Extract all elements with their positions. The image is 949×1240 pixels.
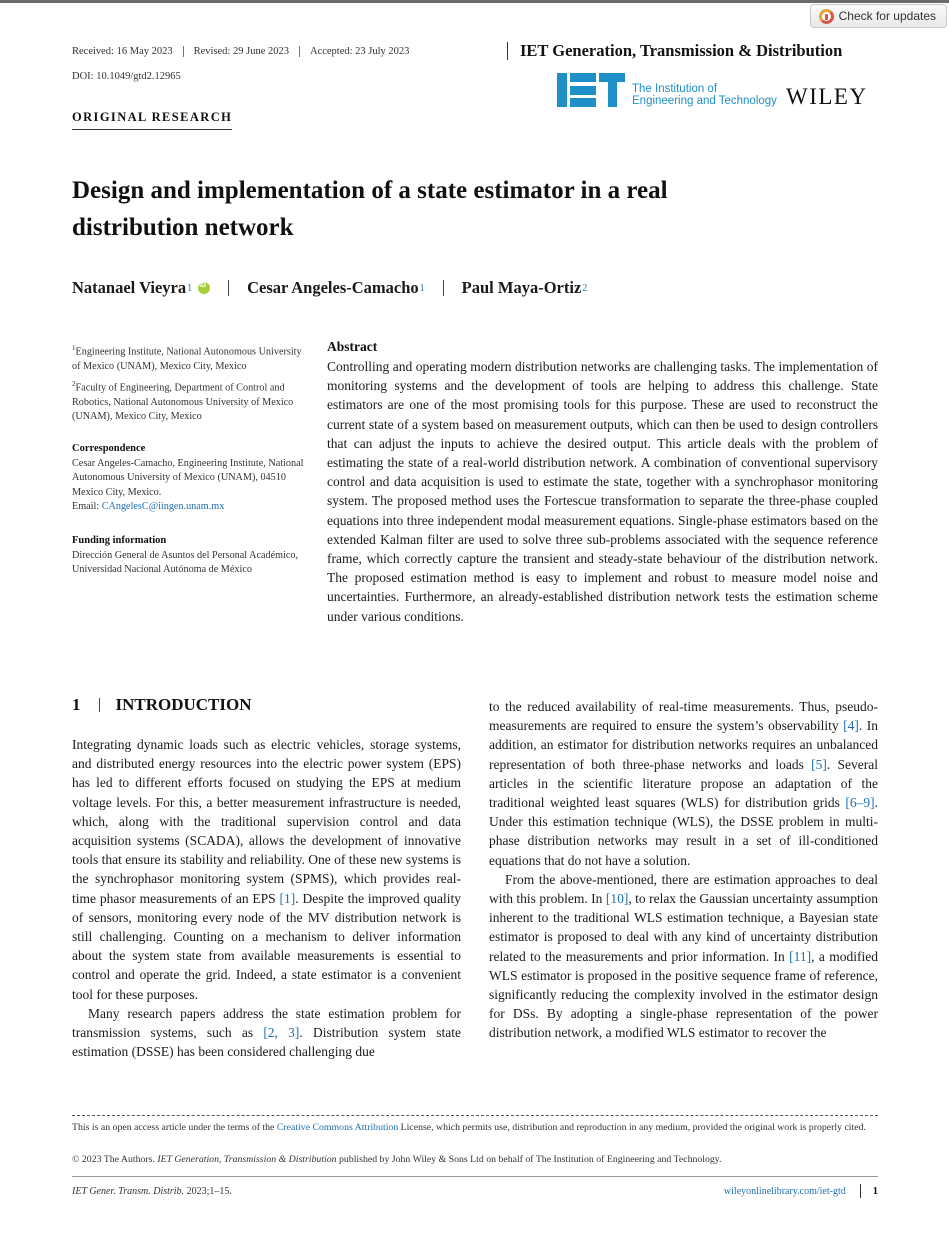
author-divider: [443, 280, 444, 296]
citation-link[interactable]: [1]: [279, 890, 296, 906]
iet-logo: [557, 73, 777, 107]
date-divider: [299, 46, 300, 57]
paragraph: From the above-mentioned, there are estimation approaches to deal with this problem. In [10], to relax the Gaussian uncertainty assumption inherent to the traditional WLS estimation technique, a Bayesian state estimator is proposed to deal with any kind of uncertainty distribution related to the measurements and prior information. In [11], a modified WLS estimator is proposed in the positive sequence frame of reference, significantly reducing the complexity involved in the estimator design for DSs. By adopting a single-phase representation of the power distribution network, a modified WLS estimator to recover the: [489, 871, 879, 1041]
funding-heading: Funding information: [72, 535, 167, 546]
author-list: [72, 278, 587, 298]
correspondence-text: Cesar Angeles-Camacho, Engineering Institute, National Autonomous University of Mexico (UNAM), 04510 Mexico City, Mexico.: [72, 457, 304, 498]
license-link[interactable]: Creative Commons Attribution: [276, 1122, 399, 1133]
doi: DOI: 10.1049/gtd2.12965: [72, 71, 181, 82]
article-type: ORIGINAL RESEARCH: [72, 110, 232, 130]
article-dates: [72, 46, 409, 57]
funding-information: [72, 534, 304, 578]
author-affiliation-sup[interactable]: 1: [187, 282, 193, 294]
revised-date: Revised: 29 June 2023: [193, 46, 289, 57]
affiliation-2: $^2$Faculty of Engineering, Department of Control and Robotics, National Autonomous University of Mexico (UNAM), Mexico City, Mexico: [72, 380, 294, 423]
license-note: This is an open access article under the terms of the Creative Commons Attribution License, which permits use, distribution and reproduction in any medium, provided the original work is properly cited.: [72, 1122, 866, 1133]
column-right: [489, 697, 878, 1043]
author-affiliation-sup[interactable]: 2: [582, 282, 588, 294]
email-link[interactable]: CAngelesC@iingen.unam.mx: [101, 501, 225, 512]
footer-rule: [72, 1176, 878, 1177]
citation-line: IET Gener. Transm. Distrib. 2023;1–15.: [72, 1186, 232, 1197]
author-name[interactable]: Paul Maya-Ortiz: [461, 278, 582, 297]
author-name[interactable]: Natanael Vieyra: [72, 278, 187, 297]
top-border: [0, 0, 949, 3]
citation-link[interactable]: [2, 3]: [263, 1025, 300, 1041]
abstract-heading: Abstract: [327, 339, 378, 354]
section-title: INTRODUCTION: [115, 695, 252, 714]
correspondence-heading: Correspondence: [72, 443, 146, 454]
abstract-text: Controlling and operating modern distribution networks are challenging tasks. The implementation of monitoring systems and the development of tools are helping to address this challenge. State estimators are one of the most promising tools for this purpose. These are used to reconstruct the current state of a system based on measurement outputs, which can then be used to design controllers that can adjust the inputs to achieve the desired output. This article deals with the problem of estimating the state of a real-world distribution network. A combination of conventional supervisory control and data acquisition is used to estimate the state, together with a synchrophasor monitoring system. The proposed method uses the Fortescue transformation to separate the three-phase coupled equations into three independent modal measurement equations. Single-phase estimators based on the extended Kalman filter are used to solve three sub-problems associated with the sequence reference frame, which correctly capture the transient and steady-state behaviour of the distribution network. The proposed estimation method is easy to implement and robust to measure model noise and uncertainties. Furthermore, an already-established distribution network tests the estimation scheme under various conditions.: [327, 359, 878, 624]
received-date: Received: 16 May 2023: [72, 46, 173, 57]
funding-text: Dirección General de Asuntos del Personal Académico, Universidad Nacional Autónoma de México: [72, 549, 299, 575]
section-heading-introduction: [72, 695, 252, 715]
footnote-divider: [72, 1115, 878, 1116]
citation-link[interactable]: [6–9]: [845, 795, 875, 811]
journal-url-link[interactable]: wileyonlinelibrary.com/iet-gtd: [723, 1185, 846, 1197]
page-footer-right: [724, 1184, 878, 1198]
journal-title-block: [507, 41, 842, 61]
crossmark-icon: [819, 9, 834, 24]
wiley-logo: WILEY: [786, 84, 868, 109]
citation-link[interactable]: [4]: [843, 718, 859, 734]
iet-logo-text: The Institution of Engineering and Technology: [632, 83, 777, 107]
date-divider: [183, 46, 184, 57]
column-left: [72, 735, 461, 1061]
check-for-updates-label: Check for updates: [838, 9, 936, 23]
paragraph: Many research papers address the state estimation problem for transmission systems, such as [2, 3]. Distribution system state estimation (DSSE) has been considered challenging due: [72, 1005, 461, 1060]
accepted-date: Accepted: 23 July 2023: [309, 46, 410, 57]
section-number: 1: [72, 695, 81, 714]
correspondence: [72, 442, 304, 515]
journal-divider: [507, 42, 508, 60]
iet-logo-mark-icon: [557, 73, 625, 107]
copyright-note: © 2023 The Authors. IET Generation, Transmission & Distribution published by John Wiley & Sons Ltd on behalf of The Institution of Engineering and Technology.: [72, 1154, 722, 1165]
paragraph: Integrating dynamic loads such as electric vehicles, storage systems, and distributed energy resources into the electric power system (EPS) has led to different efforts focused on studying the EPS at medium voltage levels. For this, a better measurement infrastructure is needed, which, along with the traditional supervision control and data acquisition systems (SCADA), allows the development of innovative tools that ensure its stability and reliability. One of these new systems is the synchrophasor monitoring system (SPMS), which provides real-time phasor measurements of an EPS [1]. Despite the improved quality of sensors, monitoring every node of the MV distribution network is still challenging. Counting on a mechanism to deliver information about the system state from available measurements is essential to control and operate the grid. Indeed, a state estimator is a convenient tool for these purposes.: [72, 737, 461, 1002]
author-divider: [228, 280, 229, 296]
author-affiliation-sup[interactable]: 1: [419, 282, 425, 294]
check-for-updates-button[interactable]: [810, 4, 947, 28]
citation-link[interactable]: [5]: [811, 756, 827, 772]
paragraph: to the reduced availability of real-time measurements. Thus, pseudo-measurements are required to ensure the system’s observability [4]. In addition, an estimator for distribution networks requires an unbalanced representation of both three-phase networks and loads [5]. Several articles in the scientific literature propose an adaptation of the traditional weighted least squares (WLS) for distribution grids [6–9]. Under this estimation technique (WLS), the DSSE problem in multi-phase distribution networks may result in a set of ill-conditioned equations that do not have a solution.: [489, 699, 878, 868]
citation-link[interactable]: [11]: [789, 948, 812, 964]
email-label: Email:: [72, 501, 100, 512]
footer-divider: [860, 1184, 861, 1198]
journal-title: IET Generation, Transmission & Distribution: [520, 41, 843, 60]
citation-link[interactable]: [10]: [605, 891, 629, 907]
section-divider: [99, 698, 100, 712]
article-title: Design and implementation of a state estimator in a real distribution network: [72, 177, 668, 241]
page-number: 1: [872, 1185, 878, 1197]
author-name[interactable]: Cesar Angeles-Camacho: [247, 278, 419, 297]
affiliation-1: $^1$Engineering Institute, National Autonomous University of Mexico (UNAM), Mexico City, Mexico: [72, 344, 302, 372]
orcid-icon[interactable]: [198, 282, 210, 294]
